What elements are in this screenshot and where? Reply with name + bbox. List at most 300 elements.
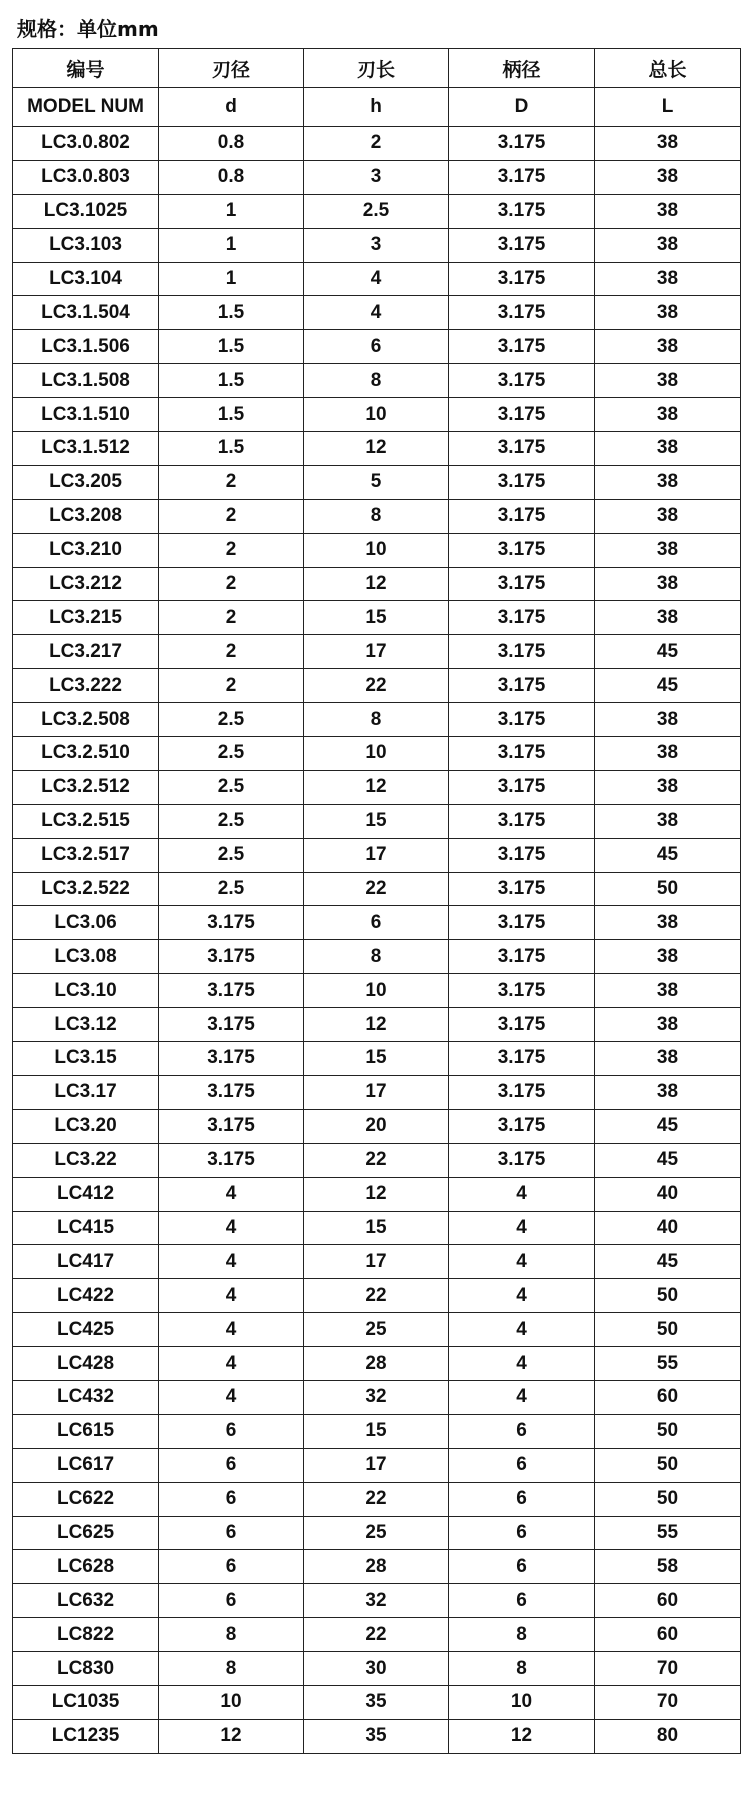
- cell-blade-diameter: 1.5: [159, 398, 304, 432]
- cell-total-length: 70: [595, 1652, 741, 1686]
- table-row: [13, 567, 741, 601]
- cell-blade-length: 15: [304, 1414, 449, 1448]
- cell-model: LC3.0.802: [13, 127, 159, 161]
- cell-shank-diameter: 4: [449, 1279, 595, 1313]
- cell-model: LC3.1.508: [13, 364, 159, 398]
- header-total-length-cn: 总长: [595, 49, 741, 88]
- cell-blade-diameter: 6: [159, 1414, 304, 1448]
- cell-model: LC3.2.515: [13, 804, 159, 838]
- cell-shank-diameter: 3.175: [449, 567, 595, 601]
- cell-model: LC3.215: [13, 601, 159, 635]
- table-row: [13, 1685, 741, 1719]
- cell-blade-diameter: 6: [159, 1516, 304, 1550]
- cell-shank-diameter: 6: [449, 1584, 595, 1618]
- cell-blade-length: 10: [304, 974, 449, 1008]
- cell-shank-diameter: 3.175: [449, 465, 595, 499]
- cell-total-length: 38: [595, 533, 741, 567]
- cell-shank-diameter: 6: [449, 1414, 595, 1448]
- cell-blade-length: 5: [304, 465, 449, 499]
- cell-model: LC425: [13, 1313, 159, 1347]
- table-row: [13, 364, 741, 398]
- table-row: [13, 127, 741, 161]
- table-row: [13, 432, 741, 466]
- cell-shank-diameter: 12: [449, 1719, 595, 1753]
- cell-total-length: 40: [595, 1211, 741, 1245]
- header-shank-diameter-cn: 柄径: [449, 49, 595, 88]
- cell-blade-diameter: 1.5: [159, 296, 304, 330]
- cell-blade-diameter: 4: [159, 1177, 304, 1211]
- cell-shank-diameter: 3.175: [449, 940, 595, 974]
- cell-shank-diameter: 3.175: [449, 770, 595, 804]
- cell-model: LC3.2.510: [13, 737, 159, 771]
- cell-shank-diameter: 10: [449, 1685, 595, 1719]
- cell-total-length: 38: [595, 364, 741, 398]
- table-row: [13, 296, 741, 330]
- cell-blade-length: 20: [304, 1109, 449, 1143]
- cell-model: LC3.1025: [13, 194, 159, 228]
- cell-total-length: 38: [595, 499, 741, 533]
- cell-shank-diameter: 3.175: [449, 974, 595, 1008]
- cell-total-length: 38: [595, 330, 741, 364]
- cell-blade-length: 15: [304, 804, 449, 838]
- cell-blade-length: 3: [304, 228, 449, 262]
- cell-blade-length: 3: [304, 160, 449, 194]
- cell-total-length: 45: [595, 635, 741, 669]
- cell-blade-diameter: 2: [159, 669, 304, 703]
- cell-blade-diameter: 6: [159, 1584, 304, 1618]
- cell-model: LC3.1.504: [13, 296, 159, 330]
- table-row: [13, 499, 741, 533]
- cell-model: LC622: [13, 1482, 159, 1516]
- cell-blade-length: 32: [304, 1380, 449, 1414]
- cell-model: LC428: [13, 1347, 159, 1381]
- table-row: [13, 1211, 741, 1245]
- cell-total-length: 38: [595, 1075, 741, 1109]
- cell-shank-diameter: 3.175: [449, 228, 595, 262]
- table-row: [13, 601, 741, 635]
- cell-total-length: 38: [595, 974, 741, 1008]
- table-row: [13, 1177, 741, 1211]
- cell-blade-diameter: 4: [159, 1211, 304, 1245]
- cell-blade-diameter: 0.8: [159, 127, 304, 161]
- cell-model: LC3.103: [13, 228, 159, 262]
- cell-shank-diameter: 6: [449, 1550, 595, 1584]
- cell-model: LC628: [13, 1550, 159, 1584]
- cell-model: LC830: [13, 1652, 159, 1686]
- cell-shank-diameter: 3.175: [449, 1042, 595, 1076]
- cell-blade-length: 17: [304, 1245, 449, 1279]
- cell-blade-length: 12: [304, 770, 449, 804]
- cell-blade-length: 22: [304, 872, 449, 906]
- cell-blade-diameter: 2.5: [159, 872, 304, 906]
- cell-shank-diameter: 8: [449, 1652, 595, 1686]
- table-row: [13, 1584, 741, 1618]
- cell-shank-diameter: 3.175: [449, 872, 595, 906]
- cell-blade-diameter: 0.8: [159, 160, 304, 194]
- cell-shank-diameter: 3.175: [449, 194, 595, 228]
- cell-shank-diameter: 4: [449, 1347, 595, 1381]
- cell-total-length: 70: [595, 1685, 741, 1719]
- table-row: [13, 1109, 741, 1143]
- cell-total-length: 58: [595, 1550, 741, 1584]
- cell-shank-diameter: 3.175: [449, 601, 595, 635]
- cell-shank-diameter: 3.175: [449, 398, 595, 432]
- cell-blade-diameter: 1.5: [159, 364, 304, 398]
- table-row: [13, 1652, 741, 1686]
- cell-blade-diameter: 3.175: [159, 974, 304, 1008]
- cell-total-length: 55: [595, 1347, 741, 1381]
- table-row: [13, 330, 741, 364]
- cell-model: LC822: [13, 1618, 159, 1652]
- cell-blade-diameter: 6: [159, 1482, 304, 1516]
- cell-shank-diameter: 6: [449, 1516, 595, 1550]
- cell-shank-diameter: 3.175: [449, 364, 595, 398]
- table-row: [13, 1347, 741, 1381]
- cell-model: LC3.0.803: [13, 160, 159, 194]
- cell-blade-diameter: 4: [159, 1380, 304, 1414]
- table-row: [13, 1008, 741, 1042]
- cell-blade-length: 17: [304, 635, 449, 669]
- cell-shank-diameter: 3.175: [449, 1008, 595, 1042]
- cell-blade-diameter: 1.5: [159, 330, 304, 364]
- cell-total-length: 38: [595, 194, 741, 228]
- table-row: [13, 770, 741, 804]
- cell-model: LC617: [13, 1448, 159, 1482]
- cell-total-length: 80: [595, 1719, 741, 1753]
- cell-blade-length: 25: [304, 1516, 449, 1550]
- cell-blade-diameter: 2.5: [159, 804, 304, 838]
- cell-model: LC632: [13, 1584, 159, 1618]
- spec-table-body: [13, 49, 741, 1754]
- cell-blade-length: 17: [304, 838, 449, 872]
- table-row: [13, 804, 741, 838]
- cell-blade-length: 8: [304, 940, 449, 974]
- cell-model: LC3.08: [13, 940, 159, 974]
- cell-blade-diameter: 3.175: [159, 1008, 304, 1042]
- table-row: [13, 703, 741, 737]
- cell-total-length: 50: [595, 1482, 741, 1516]
- cell-shank-diameter: 3.175: [449, 262, 595, 296]
- cell-model: LC3.104: [13, 262, 159, 296]
- cell-model: LC3.208: [13, 499, 159, 533]
- spec-table: [12, 48, 741, 1754]
- cell-blade-length: 2.5: [304, 194, 449, 228]
- table-row: [13, 940, 741, 974]
- cell-blade-diameter: 2.5: [159, 737, 304, 771]
- cell-blade-diameter: 12: [159, 1719, 304, 1753]
- cell-blade-diameter: 1: [159, 194, 304, 228]
- cell-model: LC417: [13, 1245, 159, 1279]
- cell-model: LC415: [13, 1211, 159, 1245]
- cell-blade-diameter: 2.5: [159, 838, 304, 872]
- header-shank-diameter-en: D: [449, 88, 595, 127]
- cell-total-length: 60: [595, 1584, 741, 1618]
- cell-blade-diameter: 2: [159, 567, 304, 601]
- cell-blade-diameter: 8: [159, 1652, 304, 1686]
- cell-total-length: 38: [595, 804, 741, 838]
- cell-model: LC3.2.512: [13, 770, 159, 804]
- cell-blade-length: 12: [304, 567, 449, 601]
- cell-shank-diameter: 4: [449, 1211, 595, 1245]
- table-row: [13, 1516, 741, 1550]
- cell-blade-diameter: 2: [159, 465, 304, 499]
- cell-shank-diameter: 6: [449, 1448, 595, 1482]
- cell-blade-diameter: 3.175: [159, 1042, 304, 1076]
- cell-total-length: 38: [595, 262, 741, 296]
- cell-blade-length: 10: [304, 737, 449, 771]
- cell-model: LC3.15: [13, 1042, 159, 1076]
- cell-blade-length: 30: [304, 1652, 449, 1686]
- cell-model: LC615: [13, 1414, 159, 1448]
- header-row-cn: [13, 49, 741, 88]
- table-row: [13, 1414, 741, 1448]
- cell-blade-diameter: 2: [159, 635, 304, 669]
- cell-blade-length: 35: [304, 1685, 449, 1719]
- cell-blade-diameter: 2.5: [159, 770, 304, 804]
- cell-shank-diameter: 3.175: [449, 804, 595, 838]
- cell-shank-diameter: 3.175: [449, 296, 595, 330]
- header-model-cn: 编号: [13, 49, 159, 88]
- cell-model: LC3.1.510: [13, 398, 159, 432]
- cell-shank-diameter: 3.175: [449, 1143, 595, 1177]
- table-row: [13, 160, 741, 194]
- cell-blade-diameter: 4: [159, 1279, 304, 1313]
- cell-blade-diameter: 1: [159, 262, 304, 296]
- cell-total-length: 38: [595, 398, 741, 432]
- cell-blade-length: 22: [304, 1279, 449, 1313]
- cell-model: LC422: [13, 1279, 159, 1313]
- table-row: [13, 872, 741, 906]
- cell-total-length: 38: [595, 1008, 741, 1042]
- cell-model: LC3.1.512: [13, 432, 159, 466]
- cell-total-length: 40: [595, 1177, 741, 1211]
- header-model-en: MODEL NUM: [13, 88, 159, 127]
- cell-blade-length: 15: [304, 601, 449, 635]
- table-row: [13, 1143, 741, 1177]
- cell-total-length: 45: [595, 1109, 741, 1143]
- cell-blade-diameter: 4: [159, 1245, 304, 1279]
- table-row: [13, 1380, 741, 1414]
- cell-blade-length: 22: [304, 669, 449, 703]
- cell-total-length: 50: [595, 1313, 741, 1347]
- cell-model: LC3.1.506: [13, 330, 159, 364]
- table-row: [13, 1618, 741, 1652]
- cell-total-length: 38: [595, 770, 741, 804]
- cell-shank-diameter: 4: [449, 1177, 595, 1211]
- cell-total-length: 38: [595, 703, 741, 737]
- cell-shank-diameter: 3.175: [449, 330, 595, 364]
- table-row: [13, 669, 741, 703]
- cell-blade-diameter: 2: [159, 499, 304, 533]
- cell-shank-diameter: 4: [449, 1245, 595, 1279]
- cell-shank-diameter: 3.175: [449, 737, 595, 771]
- table-row: [13, 228, 741, 262]
- cell-blade-length: 10: [304, 398, 449, 432]
- table-row: [13, 1245, 741, 1279]
- cell-model: LC432: [13, 1380, 159, 1414]
- cell-blade-diameter: 3.175: [159, 940, 304, 974]
- table-row: [13, 1448, 741, 1482]
- cell-shank-diameter: 3.175: [449, 533, 595, 567]
- cell-total-length: 38: [595, 432, 741, 466]
- header-blade-length-en: h: [304, 88, 449, 127]
- cell-blade-length: 2: [304, 127, 449, 161]
- cell-shank-diameter: 4: [449, 1380, 595, 1414]
- header-blade-diameter-en: d: [159, 88, 304, 127]
- cell-shank-diameter: 3.175: [449, 432, 595, 466]
- cell-total-length: 60: [595, 1618, 741, 1652]
- cell-total-length: 38: [595, 127, 741, 161]
- table-row: [13, 906, 741, 940]
- cell-blade-length: 22: [304, 1482, 449, 1516]
- cell-blade-diameter: 1.5: [159, 432, 304, 466]
- cell-blade-length: 8: [304, 499, 449, 533]
- table-row: [13, 1042, 741, 1076]
- cell-blade-length: 25: [304, 1313, 449, 1347]
- cell-model: LC3.06: [13, 906, 159, 940]
- cell-shank-diameter: 3.175: [449, 703, 595, 737]
- cell-blade-diameter: 3.175: [159, 1075, 304, 1109]
- cell-blade-length: 4: [304, 296, 449, 330]
- spec-unit-label: 规格：单位mm: [17, 17, 159, 41]
- cell-total-length: 45: [595, 669, 741, 703]
- cell-shank-diameter: 3.175: [449, 160, 595, 194]
- cell-total-length: 45: [595, 838, 741, 872]
- cell-blade-length: 8: [304, 364, 449, 398]
- cell-total-length: 38: [595, 1042, 741, 1076]
- cell-total-length: 45: [595, 1245, 741, 1279]
- table-row: [13, 1279, 741, 1313]
- cell-model: LC3.17: [13, 1075, 159, 1109]
- cell-blade-length: 15: [304, 1211, 449, 1245]
- cell-blade-length: 22: [304, 1143, 449, 1177]
- cell-model: LC3.12: [13, 1008, 159, 1042]
- cell-blade-diameter: 6: [159, 1550, 304, 1584]
- cell-total-length: 38: [595, 601, 741, 635]
- cell-model: LC3.217: [13, 635, 159, 669]
- cell-model: LC3.222: [13, 669, 159, 703]
- cell-model: LC3.10: [13, 974, 159, 1008]
- cell-shank-diameter: 3.175: [449, 1109, 595, 1143]
- cell-model: LC412: [13, 1177, 159, 1211]
- cell-blade-length: 15: [304, 1042, 449, 1076]
- cell-blade-length: 17: [304, 1075, 449, 1109]
- cell-total-length: 60: [595, 1380, 741, 1414]
- cell-shank-diameter: 6: [449, 1482, 595, 1516]
- cell-blade-diameter: 3.175: [159, 906, 304, 940]
- cell-blade-diameter: 4: [159, 1313, 304, 1347]
- table-row: [13, 1482, 741, 1516]
- cell-total-length: 38: [595, 940, 741, 974]
- table-row: [13, 398, 741, 432]
- cell-blade-length: 17: [304, 1448, 449, 1482]
- cell-total-length: 38: [595, 567, 741, 601]
- cell-blade-diameter: 3.175: [159, 1143, 304, 1177]
- header-total-length-en: L: [595, 88, 741, 127]
- cell-blade-diameter: 3.175: [159, 1109, 304, 1143]
- table-row: [13, 194, 741, 228]
- cell-model: LC1035: [13, 1685, 159, 1719]
- table-row: [13, 1075, 741, 1109]
- table-row: [13, 635, 741, 669]
- cell-shank-diameter: 3.175: [449, 635, 595, 669]
- cell-blade-length: 6: [304, 330, 449, 364]
- cell-total-length: 50: [595, 1414, 741, 1448]
- table-row: [13, 533, 741, 567]
- cell-blade-diameter: 2: [159, 533, 304, 567]
- table-row: [13, 1313, 741, 1347]
- header-blade-length-cn: 刃长: [304, 49, 449, 88]
- cell-shank-diameter: 3.175: [449, 838, 595, 872]
- cell-model: LC3.205: [13, 465, 159, 499]
- cell-blade-length: 35: [304, 1719, 449, 1753]
- cell-blade-length: 12: [304, 1008, 449, 1042]
- cell-shank-diameter: 4: [449, 1313, 595, 1347]
- table-row: [13, 1719, 741, 1753]
- table-row: [13, 465, 741, 499]
- cell-model: LC1235: [13, 1719, 159, 1753]
- cell-shank-diameter: 3.175: [449, 669, 595, 703]
- cell-shank-diameter: 3.175: [449, 127, 595, 161]
- cell-total-length: 50: [595, 1448, 741, 1482]
- cell-total-length: 38: [595, 906, 741, 940]
- cell-blade-length: 12: [304, 432, 449, 466]
- cell-blade-length: 22: [304, 1618, 449, 1652]
- cell-blade-length: 4: [304, 262, 449, 296]
- cell-total-length: 50: [595, 1279, 741, 1313]
- cell-model: LC3.2.522: [13, 872, 159, 906]
- table-row: [13, 974, 741, 1008]
- table-row: [13, 262, 741, 296]
- cell-blade-diameter: 2.5: [159, 703, 304, 737]
- cell-model: LC3.2.508: [13, 703, 159, 737]
- cell-total-length: 50: [595, 872, 741, 906]
- cell-blade-diameter: 8: [159, 1618, 304, 1652]
- cell-blade-diameter: 1: [159, 228, 304, 262]
- header-blade-diameter-cn: 刃径: [159, 49, 304, 88]
- cell-model: LC3.2.517: [13, 838, 159, 872]
- cell-model: LC3.210: [13, 533, 159, 567]
- cell-total-length: 38: [595, 296, 741, 330]
- cell-blade-diameter: 10: [159, 1685, 304, 1719]
- cell-blade-length: 28: [304, 1347, 449, 1381]
- cell-total-length: 38: [595, 465, 741, 499]
- cell-model: LC625: [13, 1516, 159, 1550]
- cell-total-length: 38: [595, 228, 741, 262]
- cell-model: LC3.22: [13, 1143, 159, 1177]
- cell-model: LC3.212: [13, 567, 159, 601]
- cell-blade-diameter: 6: [159, 1448, 304, 1482]
- cell-blade-diameter: 4: [159, 1347, 304, 1381]
- cell-shank-diameter: 3.175: [449, 906, 595, 940]
- cell-blade-length: 10: [304, 533, 449, 567]
- table-row: [13, 737, 741, 771]
- cell-blade-diameter: 2: [159, 601, 304, 635]
- cell-total-length: 38: [595, 160, 741, 194]
- cell-blade-length: 28: [304, 1550, 449, 1584]
- cell-total-length: 45: [595, 1143, 741, 1177]
- cell-total-length: 55: [595, 1516, 741, 1550]
- cell-total-length: 38: [595, 737, 741, 771]
- cell-blade-length: 8: [304, 703, 449, 737]
- table-row: [13, 1550, 741, 1584]
- cell-blade-length: 6: [304, 906, 449, 940]
- cell-shank-diameter: 3.175: [449, 499, 595, 533]
- cell-blade-length: 12: [304, 1177, 449, 1211]
- header-row-en: [13, 88, 741, 127]
- cell-shank-diameter: 3.175: [449, 1075, 595, 1109]
- cell-blade-length: 32: [304, 1584, 449, 1618]
